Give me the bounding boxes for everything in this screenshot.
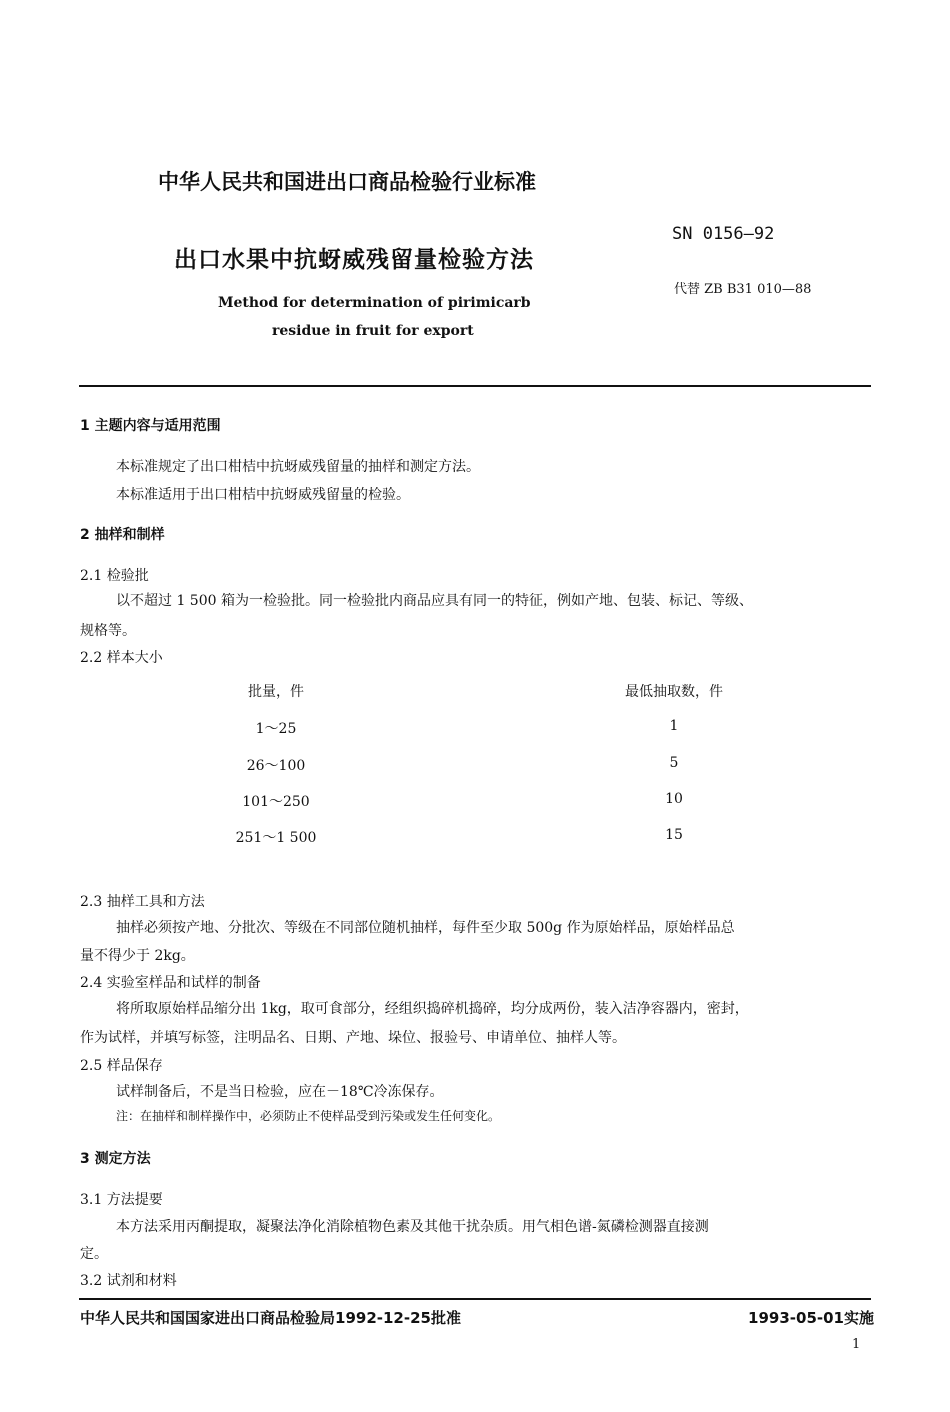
section-2-4-heading: 2.4 实验室样品和试样的制备 — [80, 975, 261, 991]
section-2-5-note: 注：在抽样和制样操作中，必须防止不使样品受到污染或发生任何变化。 — [116, 1109, 501, 1123]
section-3-1-line-1: 本方法采用丙酮提取，凝聚法净化消除植物色素及其他干扰杂质。用气相色谱-氮磷检测器直接测 — [116, 1219, 709, 1235]
section-3-1-heading: 3.1 方法提要 — [80, 1192, 163, 1208]
section-2-1-line-2: 规格等。 — [80, 623, 136, 639]
section-1-paragraph-2: 本标准适用于出口柑桔中抗蚜威残留量的检验。 — [116, 487, 410, 503]
footer-divider — [79, 1298, 871, 1300]
section-3-heading: 3 测定方法 — [80, 1151, 151, 1167]
section-1-paragraph-1: 本标准规定了出口柑桔中抗蚜威残留量的抽样和测定方法。 — [116, 459, 480, 475]
page-number: 1 — [852, 1337, 861, 1352]
section-2-2-heading: 2.2 样本大小 — [80, 650, 163, 666]
approval-line: 中华人民共和国国家进出口商品检验局1992-12-25批准 — [80, 1309, 461, 1327]
section-2-heading: 2 抽样和制样 — [80, 527, 165, 543]
replaces-standard: 代替 ZB B31 010—88 — [674, 282, 812, 297]
table-cell-min: 15 — [665, 827, 683, 843]
table-cell-min: 10 — [665, 791, 683, 807]
table-cell-batch: 251～1 500 — [235, 830, 317, 846]
table-header-min-samples: 最低抽取数，件 — [625, 684, 723, 700]
document-title-en-line2: residue in fruit for export — [272, 323, 474, 339]
org-standard-title: 中华人民共和国进出口商品检验行业标准 — [158, 170, 536, 194]
table-cell-batch: 26～100 — [246, 758, 306, 774]
section-3-1-line-2: 定。 — [80, 1246, 108, 1262]
standard-number: SN 0156—92 — [672, 224, 775, 244]
section-2-3-line-1: 抽样必须按产地、分批次、等级在不同部位随机抽样，每件至少取 500g 作为原始样品，原始样品总 — [116, 920, 735, 936]
section-2-3-line-2: 量不得少于 2kg。 — [80, 948, 195, 964]
section-1-heading: 1 主题内容与适用范围 — [80, 418, 221, 434]
section-2-1-heading: 2.1 检验批 — [80, 568, 149, 584]
effective-date: 1993-05-01实施 — [748, 1309, 874, 1327]
table-cell-min: 5 — [669, 755, 679, 771]
table-cell-min: 1 — [669, 718, 679, 734]
table-cell-batch: 1～25 — [255, 721, 297, 737]
section-2-3-heading: 2.3 抽样工具和方法 — [80, 894, 205, 910]
table-header-batch: 批量，件 — [248, 684, 304, 700]
header-divider — [79, 385, 871, 387]
section-2-5-line-1: 试样制备后，不是当日检验，应在－18℃冷冻保存。 — [116, 1084, 444, 1100]
section-2-4-line-1: 将所取原始样品缩分出 1kg，取可食部分，经组织捣碎机捣碎，均分成两份，装入洁净容器内，密封， — [116, 1001, 749, 1017]
document-title-cn: 出口水果中抗蚜威残留量检验方法 — [174, 247, 534, 273]
section-3-2-heading: 3.2 试剂和材料 — [80, 1273, 177, 1289]
section-2-5-heading: 2.5 样品保存 — [80, 1058, 163, 1074]
section-2-1-line-1: 以不超过 1 500 箱为一检验批。同一检验批内商品应具有同一的特征，例如产地、包装、标记、等级、 — [116, 593, 753, 609]
table-cell-batch: 101～250 — [242, 794, 310, 810]
document-title-en-line1: Method for determination of pirimicarb — [218, 295, 531, 311]
section-2-4-line-2: 作为试样，并填写标签，注明品名、日期、产地、垛位、报验号、申请单位、抽样人等。 — [80, 1030, 626, 1046]
